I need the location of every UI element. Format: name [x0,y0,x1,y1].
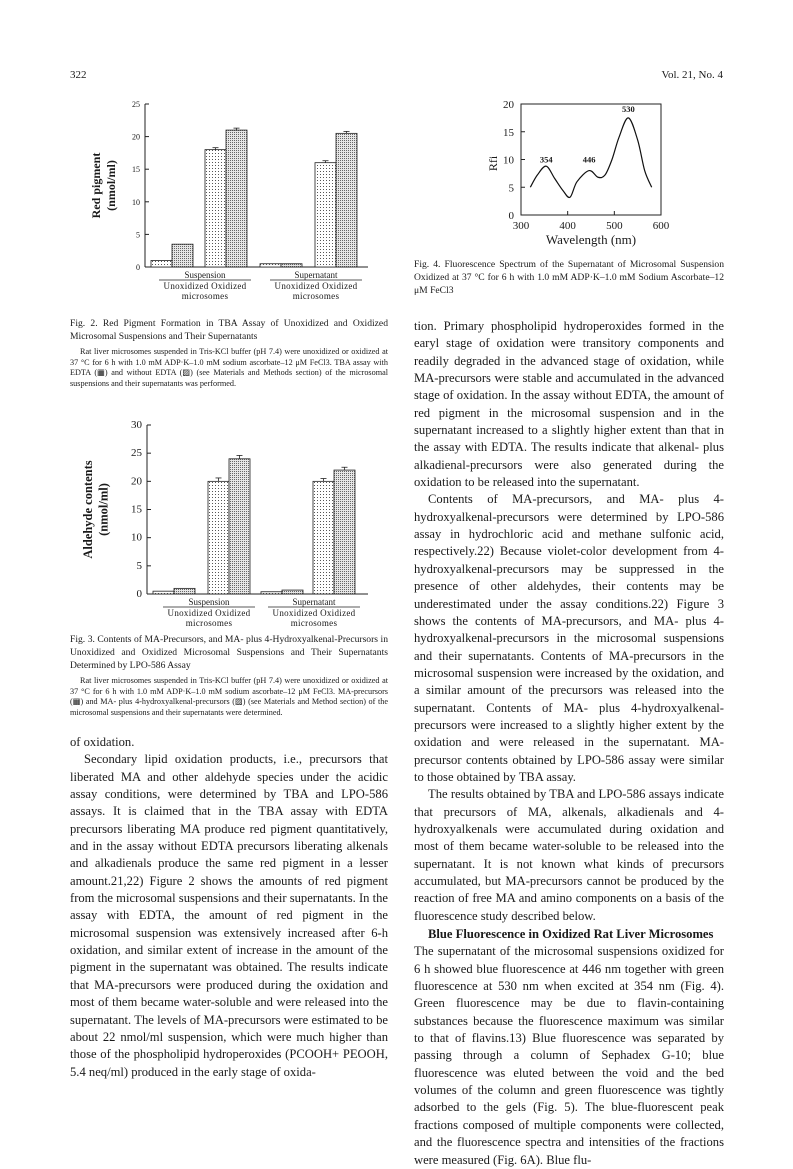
paragraph: Contents of MA-precursors, and MA- plus 4-hydroxyalkenal-precursors were determined by LPO-586 assay in hydrochloric acid and methane sulfonic acid, respectively.22) Because violet-color development from 4-hydroxyalkenal-precursors may be suppressed in the presence of other aldehydes, their contents may be underestimated under the assay conditions.22) Figure 3 shows the contents of MA-precursors, and MA- plus 4-hydroxyalkenal-precursors in the microsomal suspensions and their supernatants. Contents of MA-precursors in the microsomal suspension were increased by the oxidation, and a similar amount of the precursors was released into the supernatant. Contents of MA- plus 4-hydroxyalkenal-precursors were increased to a slightly higher extent by the oxidation and were released in the supernatant. MA-precursor contents obtained by LPO-586 assay were similar to those obtained by TBA assay. [414,491,724,786]
y-tick-label: 20 [131,475,143,487]
bar [208,481,229,594]
group-sub-label: Unoxidized Oxidized [164,281,247,291]
y-axis-label [81,460,111,558]
y-axis-label-line2: (nmol/ml) [97,483,111,536]
bar [172,244,193,267]
y-tick-label: 5 [137,560,143,572]
figure-4 [478,96,678,248]
group-sub-label: Unoxidized Oxidized [275,281,358,291]
group-sub-label-2: microsomes [293,291,340,301]
peak-label: 530 [622,104,635,114]
figure-4-caption-text: Fig. 4. Fluorescence Spectrum of the Supernatant of Microsomal Suspension Oxidized at 37 °C for 6 h with 1.0 mM ADP·K–1.0 mM Sodium Ascorbate–12 μM FeCl3 [414,258,724,297]
group-sub-label-2: microsomes [291,618,338,628]
figure-3-caption [70,633,388,718]
figure-3 [70,415,390,630]
y-axis-label [486,155,500,171]
y-tick-label: 20 [503,99,515,111]
bar [229,459,250,594]
figure-2 [70,92,390,307]
y-tick-label: 15 [503,127,515,139]
y-tick-label: 5 [509,182,515,194]
group-label: Suspension [188,597,230,607]
page-number: 322 [70,69,87,81]
y-tick-label: 25 [131,447,143,459]
y-tick-label: 30 [131,419,143,431]
group-label: Supernatant [295,270,338,280]
paragraph: tion. Primary phospholipid hydroperoxides formed in the earyl stage of oxidation were transitory components and readily degraded in the advanced stage of oxidation, while MA-precursors were stable and accumulated in the advanced stage of oxidation. In the assay without EDTA, the amount of red pigment in the microsomal suspension and in the supernatant increased to a slightly higher extent than that in the assay with EDTA. The results indicate that alkenal- plus alkadienal-precursors were also generated during the oxidation to be released into the supernatant. [414,318,724,491]
bar [281,264,302,267]
paragraph: Secondary lipid oxidation products, i.e., precursors that liberated MA and other aldehyde species under the acidic assay conditions, were determined by TBA and LPO-586 assays. It is claimed that in the TBA assay with EDTA precursors liberating MA produce red pigment quantitatively, and in the assay without EDTA precursors liberating alkenals and alkadienals produce the same red pigment in a lesser amount.21,22) Figure 2 shows the amounts of red pigment from the microsomal suspensions and their supernatants. In the assay with EDTA, the amount of red pigment in the microsomal suspension was extensively increased after 6-h oxidation, and similar extent of increase in the amount of the pigment in the supernatant was obtained. The results indicate that MA-precursors were produced during the oxidation and most of them became water-soluble and were released into the supernatant. The levels of MA-precursors were estimated to be about 22 nmol/ml suspension, which were much higher than those of the phospholipid hydroperoxides (PCOOH+ PEOOH, 5.4 neq/ml) produced in the early stage of oxida- [70,751,388,1081]
bar [260,264,281,267]
y-tick-label: 15 [131,504,143,516]
figure-3-caption-title: Fig. 3. Contents of MA-Precursors, and MA- plus 4-Hydroxyalkenal-Precursors in Unoxidized and Oxidized Microsomal Suspensions and Their Supernatants Determined by LPO-586 Assay [70,633,388,672]
y-axis-label-text: Rfi [486,155,500,171]
paragraph: The supernatant of the microsomal suspensions oxidized for 6 h showed blue fluorescence at 446 nm together with green fluorescence at 530 nm when excited at 354 nm (Fig. 4). Green fluorescence may be due to flavin-containing substances because the fluorescence maximum was similar to that of flavins.13) Blue fluorescence was separated by passing through a column of Sephadex G-10; blue fluorescence was eluted between the void and the bed volumes of the column and green fluorescence was tightly adsorbed to the gels (Fig. 5). The blue-fluorescent peak fractions composed of multiple components were collected, and the fluorescence spectra and intensities of the fractions were measured (Fig. 6A). Blue flu- [414,943,724,1168]
bar [336,133,357,267]
bar [153,591,174,594]
y-tick-label: 20 [132,133,140,142]
figure-3-chart [70,415,390,630]
figure-4-caption [414,258,724,301]
x-axis-label: Wavelength (nm) [546,232,636,247]
group-sub-label-2: microsomes [186,618,233,628]
peak-label: 354 [540,154,554,164]
y-axis-label-line2: (nmol/ml) [104,160,118,211]
x-tick-label: 300 [513,220,530,232]
left-column [70,734,388,1081]
group-sub-label-2: microsomes [182,291,229,301]
y-axis-label [89,153,118,219]
y-tick-label: 5 [136,230,140,239]
group-label: Suspension [184,270,226,280]
y-tick-label: 25 [132,100,140,109]
figure-4-chart [478,96,678,248]
bar [282,590,303,594]
y-tick-label: 10 [132,198,140,207]
peak-label: 446 [583,154,596,164]
y-tick-label: 10 [131,532,143,544]
bar [315,163,336,267]
y-tick-label: 0 [137,588,143,600]
journal-volume: Vol. 21, No. 4 [661,69,723,81]
y-axis-label-line1: Red pigment [89,153,103,219]
x-tick-label: 500 [606,220,623,232]
paragraph: The results obtained by TBA and LPO-586 assays indicate that precursors of MA, alkenals, alkadienals and 4-hydroxyalkenals were accumulated during oxidation and most of them became water-soluble to be released into the supernatant. It is not known what kinds of precursors accumulated, but MA-precursors cannot be produced by the reaction of free MA and amino components on a basis of the fluorescence study described below. [414,786,724,925]
y-tick-label: 15 [132,165,140,174]
figure-2-chart [70,92,390,307]
group-label: Supernatant [293,597,336,607]
bar [261,592,282,594]
right-column [414,318,724,1169]
y-tick-label: 10 [503,155,515,167]
bar [151,260,172,267]
section-heading: Blue Fluorescence in Oxidized Rat Liver Microsomes [428,927,713,941]
x-tick-label: 600 [653,220,670,232]
bar [334,470,355,594]
y-tick-label: 0 [509,210,515,222]
group-sub-label: Unoxidized Oxidized [168,608,251,618]
figure-3-caption-body: Rat liver microsomes suspended in Tris-KCl buffer (pH 7.4) were unoxidized or oxidized at 37 °C for 6 h with 1.0 mM ADP·K–1.0 mM sodium ascorbate–12 μM FeCl3. MA-precursors (▦) and MA- plus 4-hydroxyalkenal-precursors (▨) (see Materials and Method section) of the microsomal suspensions and their supernatants were determined. [70,676,388,718]
bar [174,588,195,594]
paragraph: of oxidation. [70,734,388,751]
figure-2-caption-title: Fig. 2. Red Pigment Formation in TBA Assay of Unoxidized and Oxidized Microsomal Suspensions and Their Supernatants [70,317,388,343]
x-tick-label: 400 [559,220,576,232]
bar [313,481,334,594]
figure-2-caption-body: Rat liver microsomes suspended in Tris-KCl buffer (pH 7.4) were unoxidized or oxidized at 37 °C for 6 h with 1.0 mM ADP·K–1.0 mM sodium ascorbate–12 μM FeCl3. TBA assay with EDTA (▦) and without EDTA (▨) (see Materials and Methods section) of the microsomal suspensions and their supernatants was performed. [70,347,388,389]
bar [226,130,247,267]
y-axis-label-line1: Aldehyde contents [81,460,95,558]
bar [205,150,226,267]
y-tick-label: 0 [136,263,140,272]
group-sub-label: Unoxidized Oxidized [273,608,356,618]
figure-2-caption [70,317,388,389]
